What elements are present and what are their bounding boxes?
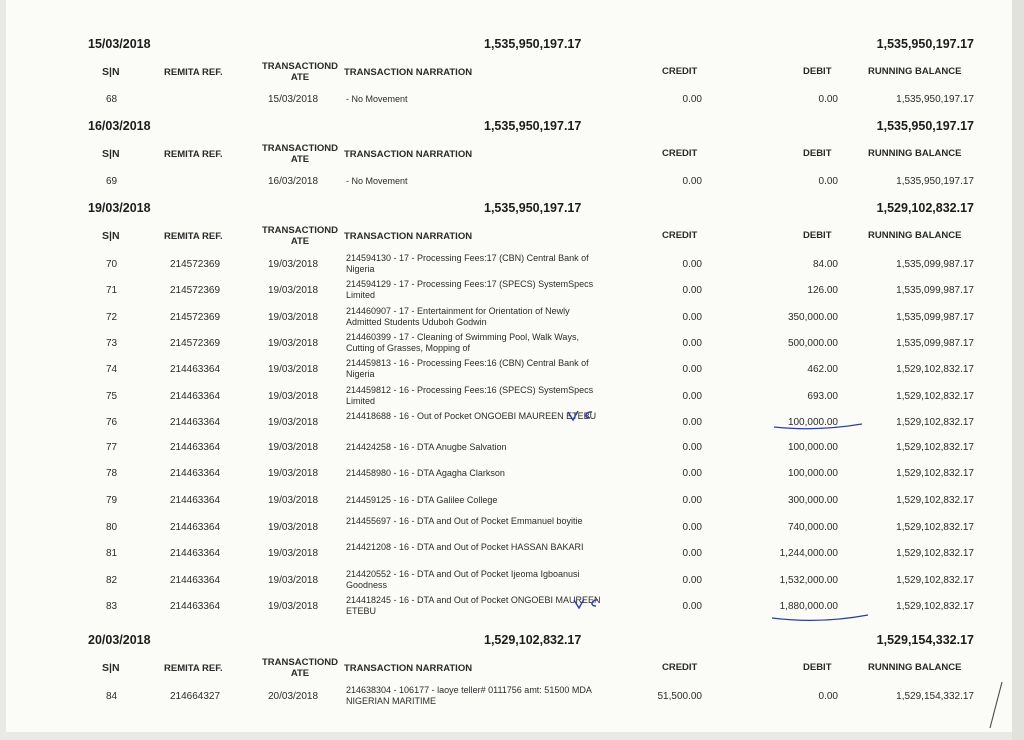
column-running-balance: RUNNING BALANCE [868,148,962,159]
row-remita-ref: 214463364 [170,390,221,402]
row-debit: 84.00 [812,259,838,270]
row-date: 19/03/2018 [268,416,319,428]
row-narration: 214455697 - 16 - DTA and Out of Pocket Emmanuel boyitie [346,516,583,526]
row-narration: 214638304 - 106177 - laoye teller# 0111756 amt: 51500 MDA NIGERIAN MARITIME [346,685,592,706]
row-credit: 0.00 [682,442,702,454]
column-transaction-date-line2: ATE [290,154,310,165]
row-date: 19/03/2018 [268,574,319,586]
row-date: 19/03/2018 [268,390,319,402]
column-narration: TRANSACTION NARRATION [344,67,473,78]
column-debit: DEBIT [803,66,832,77]
pen-stroke [986,680,1006,732]
column-debit: DEBIT [803,230,832,241]
column-transaction-date [254,225,346,247]
row-balance: 1,529,102,832.17 [896,522,974,533]
row-balance: 1,535,099,987.17 [896,311,974,323]
column-transaction-date-line2: ATE [290,668,310,679]
column-narration: TRANSACTION NARRATION [344,231,473,242]
closing-balance: 1,535,950,197.17 [876,37,974,51]
row-date: 19/03/2018 [268,548,319,560]
column-transaction-date [254,143,346,165]
row-remita-ref: 214572369 [170,311,221,323]
row-sn: 79 [106,494,118,506]
column-header-row [6,225,1012,249]
row-debit: 0.00 [818,176,838,187]
row-remita-ref: 214463364 [170,416,221,428]
row-credit: 0.00 [682,285,702,297]
column-sn: S|N [102,148,120,160]
row-credit: 0.00 [682,176,702,187]
row-credit: 0.00 [682,311,702,323]
column-transaction-date-line1: TRANSACTIOND [262,657,338,668]
row-balance: 1,529,102,832.17 [896,364,974,376]
row-narration: - No Movement [346,176,408,186]
column-remita-ref: REMITA REF. [164,67,223,78]
row-credit: 0.00 [682,259,702,270]
row-sn: 76 [106,416,118,428]
row-credit: 0.00 [682,600,702,612]
row-balance: 1,529,102,832.17 [896,390,974,402]
row-sn: 74 [106,364,118,376]
row-balance: 1,535,950,197.17 [896,94,974,105]
opening-balance: 1,535,950,197.17 [484,201,582,215]
row-date: 20/03/2018 [268,691,319,702]
column-transaction-date-line2: ATE [290,72,310,83]
row-date: 19/03/2018 [268,600,319,612]
row-balance: 1,535,099,987.17 [896,259,974,270]
row-sn: 81 [106,548,118,560]
row-balance: 1,529,102,832.17 [896,494,974,506]
row-balance: 1,529,102,832.17 [896,468,974,480]
row-debit: 462.00 [807,364,838,376]
column-running-balance: RUNNING BALANCE [868,66,962,77]
row-date: 19/03/2018 [268,522,319,533]
row-sn: 71 [106,285,118,297]
row-date: 19/03/2018 [268,442,319,454]
row-narration: 214420552 - 16 - DTA and Out of Pocket Ijeoma Igboanusi Goodness [346,568,580,590]
row-debit: 1,880,000.00 [779,600,838,612]
row-remita-ref: 214572369 [170,337,221,349]
row-sn: 77 [106,442,118,454]
row-credit: 51,500.00 [657,691,702,702]
section-date: 20/03/2018 [88,633,151,647]
row-date: 19/03/2018 [268,259,319,270]
row-sn: 75 [106,390,118,402]
row-narration: - No Movement [346,94,408,104]
row-sn: 84 [106,691,118,702]
row-narration: 214424258 - 16 - DTA Anugbe Salvation [346,442,507,453]
row-sn: 83 [106,600,118,612]
row-sn: 69 [106,176,118,187]
row-credit: 0.00 [682,416,702,428]
date-header [6,633,1012,653]
section-date: 15/03/2018 [88,37,151,51]
row-sn: 78 [106,468,118,480]
row-narration: 214418688 - 16 - Out of Pocket ONGOEBI MAUREEN ETEBU [346,410,597,421]
row-date: 16/03/2018 [268,176,319,187]
closing-balance: 1,529,102,832.17 [876,201,974,215]
row-date: 19/03/2018 [268,494,319,506]
closing-balance: 1,529,154,332.17 [876,633,974,647]
row-date: 19/03/2018 [268,337,319,349]
opening-balance: 1,535,950,197.17 [484,37,582,51]
row-remita-ref: 214463364 [170,548,221,560]
column-transaction-date [254,61,346,83]
column-credit: CREDIT [662,66,698,77]
row-balance: 1,529,102,832.17 [896,442,974,454]
column-sn: S|N [102,230,120,242]
row-date: 15/03/2018 [268,94,319,105]
row-sn: 82 [106,574,118,586]
column-narration: TRANSACTION NARRATION [344,149,473,160]
row-debit: 500,000.00 [787,337,838,349]
section-date: 16/03/2018 [88,119,151,133]
row-balance: 1,529,154,332.17 [896,691,974,702]
row-sn: 80 [106,522,118,533]
row-balance: 1,529,102,832.17 [896,600,974,612]
page-edge-shadow [1012,0,1024,740]
column-debit: DEBIT [803,148,832,159]
column-transaction-date-line1: TRANSACTIOND [262,143,338,154]
row-credit: 0.00 [682,468,702,480]
date-header [6,201,1012,221]
row-narration: 214458980 - 16 - DTA Agagha Clarkson [346,468,505,479]
row-remita-ref: 214572369 [170,285,221,297]
column-sn: S|N [102,66,120,78]
row-remita-ref: 214463364 [170,364,221,376]
row-remita-ref: 214463364 [170,522,221,533]
column-transaction-date [254,657,346,679]
row-date: 19/03/2018 [268,285,319,297]
row-sn: 72 [106,311,118,323]
column-transaction-date-line1: TRANSACTIOND [262,61,338,72]
row-narration: 214594130 - 17 - Processing Fees:17 (CBN) Central Bank of Nigeria [346,253,589,274]
row-narration: 214421208 - 16 - DTA and Out of Pocket HASSAN BAKARI [346,542,584,553]
row-sn: 70 [106,259,118,270]
column-header-row [6,143,1012,167]
row-debit: 100,000.00 [787,416,838,428]
column-transaction-date-line2: ATE [290,236,310,247]
row-narration: 214594129 - 17 - Processing Fees:17 (SPECS) SystemSpecs Limited [346,279,594,301]
row-credit: 0.00 [682,94,702,105]
row-debit: 693.00 [807,390,838,402]
row-balance: 1,535,099,987.17 [896,337,974,349]
row-narration: 214459813 - 16 - Processing Fees:16 (CBN) Central Bank of Nigeria [346,358,589,380]
row-balance: 1,529,102,832.17 [896,548,974,560]
column-credit: CREDIT [662,230,698,241]
row-debit: 1,532,000.00 [779,574,838,586]
row-debit: 1,244,000.00 [779,548,838,560]
row-remita-ref: 214463364 [170,600,221,612]
row-credit: 0.00 [682,522,702,533]
row-debit: 740,000.00 [787,522,838,533]
column-header-row [6,61,1012,85]
handwritten-underline [770,610,870,624]
column-credit: CREDIT [662,662,698,673]
bank-statement-page [6,0,1012,732]
row-credit: 0.00 [682,548,702,560]
column-header-row [6,657,1012,681]
column-credit: CREDIT [662,148,698,159]
row-remita-ref: 214572369 [170,259,221,270]
section-date: 19/03/2018 [88,201,151,215]
column-sn: S|N [102,662,120,674]
row-narration: 214460907 - 17 - Entertainment for Orientation of Newly Admitted Students Uduboh Godwin [346,305,570,327]
closing-balance: 1,535,950,197.17 [876,119,974,133]
row-debit: 300,000.00 [787,494,838,506]
row-remita-ref: 214463364 [170,442,221,454]
row-balance: 1,535,950,197.17 [896,176,974,187]
row-date: 19/03/2018 [268,311,319,323]
opening-balance: 1,529,102,832.17 [484,633,582,647]
column-remita-ref: REMITA REF. [164,663,223,674]
row-remita-ref: 214463364 [170,574,221,586]
column-narration: TRANSACTION NARRATION [344,663,473,674]
row-remita-ref: 214463364 [170,494,221,506]
row-debit: 350,000.00 [787,311,838,323]
row-remita-ref: 214664327 [170,691,221,702]
row-sn: 73 [106,337,118,349]
column-debit: DEBIT [803,662,832,673]
row-narration: 214418245 - 16 - DTA and Out of Pocket ONGOEBI MAUREEN ETEBU [346,594,601,616]
date-header [6,119,1012,139]
row-credit: 0.00 [682,494,702,506]
row-debit: 100,000.00 [787,468,838,480]
row-credit: 0.00 [682,337,702,349]
row-credit: 0.00 [682,574,702,586]
row-credit: 0.00 [682,390,702,402]
row-date: 19/03/2018 [268,468,319,480]
column-remita-ref: REMITA REF. [164,231,223,242]
row-debit: 0.00 [818,94,838,105]
row-balance: 1,535,099,987.17 [896,285,974,297]
column-remita-ref: REMITA REF. [164,149,223,160]
row-balance: 1,529,102,832.17 [896,574,974,586]
column-running-balance: RUNNING BALANCE [868,662,962,673]
row-remita-ref: 214463364 [170,468,221,480]
row-date: 19/03/2018 [268,364,319,376]
row-balance: 1,529,102,832.17 [896,416,974,428]
column-transaction-date-line1: TRANSACTIOND [262,225,338,236]
column-running-balance: RUNNING BALANCE [868,230,962,241]
date-header [6,37,1012,57]
opening-balance: 1,535,950,197.17 [484,119,582,133]
row-debit: 100,000.00 [787,442,838,454]
row-sn: 68 [106,94,118,105]
row-debit: 0.00 [818,691,838,702]
row-narration: 214459125 - 16 - DTA Galilee College [346,494,498,505]
row-debit: 126.00 [807,285,838,297]
row-credit: 0.00 [682,364,702,376]
row-narration: 214460399 - 17 - Cleaning of Swimming Pool, Walk Ways, Cutting of Grasses, Mopping of [346,331,579,353]
row-narration: 214459812 - 16 - Processing Fees:16 (SPECS) SystemSpecs Limited [346,384,594,406]
